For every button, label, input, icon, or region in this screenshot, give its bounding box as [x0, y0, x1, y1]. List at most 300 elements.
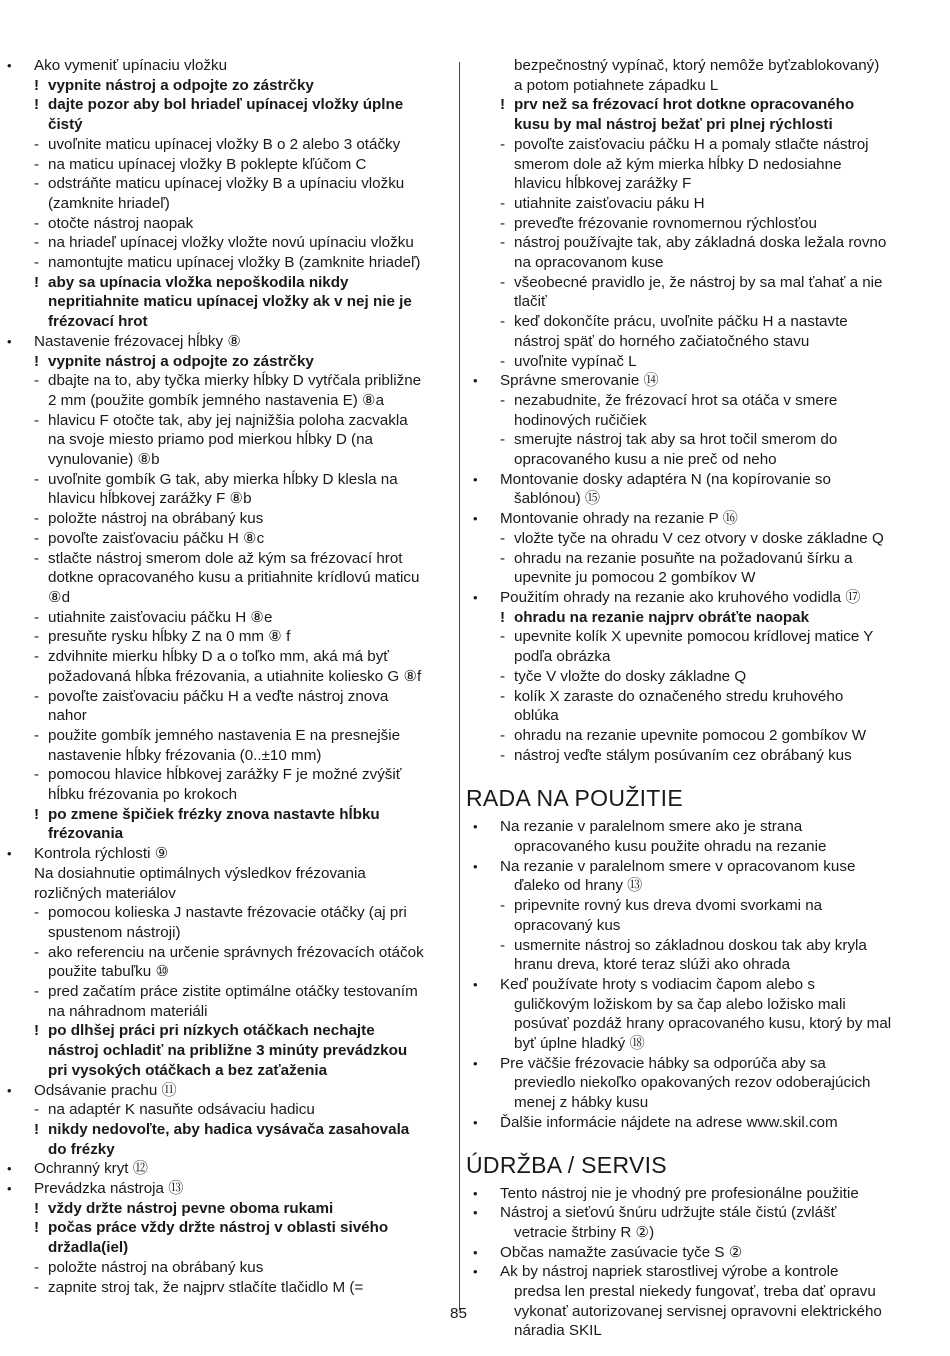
line-text: prv než sa frézovací hrot dotkne opracovaného	[514, 96, 855, 114]
line-text: Na rezanie v paralelnom smere v opracovanom kuse	[500, 857, 856, 875]
line-text: na maticu upínacej vložky B poklepte kľúčom C	[48, 155, 367, 173]
dash-item	[0, 529, 455, 549]
item-cont	[0, 746, 455, 766]
line-text: ohradu na rezanie najprv obráťte naopak	[514, 608, 810, 626]
line-text: tyče V vložte do dosky základne Q	[514, 667, 747, 685]
warning-line-cont	[0, 115, 455, 135]
line-text: nikdy nedovoľte, aby hadica vysávača zasahovala	[48, 1120, 410, 1138]
line-text: zdvihnite mierku hĺbky D a o toľko mm, aká má byť	[48, 648, 389, 666]
dash-item	[0, 1100, 455, 1120]
item-cont	[466, 489, 950, 509]
line-text: keď dokončíte prácu, uvoľnite páčku H a nastavte	[514, 313, 848, 331]
dash-marker: -	[500, 391, 506, 409]
item-cont	[0, 785, 455, 805]
section-heading-usage: RADA NA POUŽITIE	[466, 785, 683, 812]
line-text: utiahnite zaisťovaciu páčku H ⑧e	[48, 608, 273, 626]
dash-item	[466, 194, 950, 214]
line-text: nepritiahnite maticu upínacej vložky ak v nej nie je	[48, 293, 412, 311]
warning-line	[0, 95, 455, 115]
dash-item	[466, 529, 950, 549]
line-text: do frézky	[48, 1140, 115, 1158]
line-text: pred začatím práce zistite optimálne otáčky testovaním	[48, 983, 418, 1001]
section-heading-service: ÚDRŽBA / SERVIS	[466, 1151, 667, 1178]
warning-line	[466, 95, 950, 115]
dash-marker: -	[34, 648, 40, 666]
dash-marker: -	[34, 628, 40, 646]
line-text: ohradu na rezanie upevnite pomocou 2 gombíkov W	[514, 726, 867, 744]
line-text: odstráňte maticu upínacej vložky B a upínaciu vložku	[48, 175, 405, 193]
bullet-marker: •	[473, 589, 478, 605]
line-text: vetracie štrbiny R ②)	[514, 1223, 655, 1241]
item-cont	[466, 76, 950, 96]
item-cont	[466, 1034, 950, 1054]
dash-item	[0, 982, 455, 1002]
item-cont	[466, 955, 950, 975]
dash-marker: -	[34, 608, 40, 626]
bullet-item	[466, 1262, 950, 1282]
warning-line	[0, 1120, 455, 1140]
line-text: na svoje miesto priamo pod mierkou hĺbky D (na	[48, 431, 373, 449]
dash-marker: -	[34, 1101, 40, 1119]
dash-item	[0, 765, 455, 785]
dash-item	[466, 726, 950, 746]
line-text: Tento nástroj nie je vhodný pre profesionálne použitie	[500, 1184, 859, 1202]
bullet-item	[0, 332, 455, 352]
bullet-marker: •	[7, 1161, 12, 1177]
warning-line	[466, 608, 950, 628]
line-text: dajte pozor aby bol hriadeľ upínacej vložky úplne	[48, 96, 404, 114]
dash-marker: -	[34, 214, 40, 232]
dash-item	[466, 896, 950, 916]
item-cont	[466, 876, 950, 896]
line-text: pripevnite rovný kus dreva dvomi svorkami na	[514, 897, 823, 915]
dash-item	[466, 214, 950, 234]
line-text: Ak by nástroj napriek starostlivej výrobe a kontrole	[500, 1263, 839, 1281]
bullet-item	[466, 857, 950, 877]
dash-marker: -	[34, 175, 40, 193]
line-text: opracovaného kusu a nie preč od neho	[514, 451, 777, 469]
warning-line-cont	[0, 312, 455, 332]
line-text: predsa len prestal niekedy fungovať, treba dať opravu	[514, 1283, 876, 1301]
dash-item	[466, 746, 950, 766]
dash-marker: -	[500, 726, 506, 744]
bullet-marker: •	[473, 511, 478, 527]
dash-item	[0, 943, 455, 963]
warning-line	[0, 76, 455, 96]
line-text: tlačiť	[514, 293, 547, 311]
item-cont	[466, 1321, 950, 1341]
line-text: Kontrola rýchlosti ⑨	[34, 845, 169, 863]
dash-item	[0, 509, 455, 529]
dash-item	[0, 647, 455, 667]
warning-marker: !	[34, 1022, 40, 1040]
dash-marker: -	[34, 510, 40, 528]
item-cont	[466, 174, 950, 194]
line-text: položte nástroj na obrábaný kus	[48, 510, 264, 528]
line-text: Ako vymeniť upínaciu vložku	[34, 57, 228, 74]
line-text: šablónou) ⑮	[514, 490, 601, 508]
line-text: čistý	[48, 116, 83, 134]
page-number: 85	[450, 1305, 467, 1322]
line-text: náradia SKIL	[514, 1322, 602, 1340]
dash-marker: -	[500, 234, 506, 252]
warning-marker: !	[34, 1199, 40, 1217]
line-text: a potom potiahnete západku L	[514, 76, 719, 94]
item-cont	[466, 411, 950, 431]
line-text: dotkne opracovaného kusu a pritiahnite krídlovú maticu	[48, 569, 420, 587]
warning-line	[0, 805, 455, 825]
warning-line	[0, 273, 455, 293]
dash-marker: -	[34, 470, 40, 488]
line-text: po zmene špičiek frézky znova nastavte hĺbku	[48, 805, 380, 823]
left-column-text	[0, 56, 455, 1297]
line-text: uvoľnite vypínač L	[514, 352, 637, 370]
line-text: vypnite nástroj a odpojte zo zástrčky	[48, 76, 314, 94]
item-cont	[466, 56, 950, 76]
line-text: frézovací hrot	[48, 313, 148, 331]
dash-item	[0, 1258, 455, 1278]
bullet-marker: •	[7, 333, 12, 349]
dash-marker: -	[500, 667, 506, 685]
line-text: nástroj späť do horného začiatočného stavu	[514, 332, 810, 350]
line-text: ohradu na rezanie posuňte na požadovanú šírku a	[514, 549, 853, 567]
dash-marker: -	[500, 897, 506, 915]
line-text: držadla(iel)	[48, 1239, 129, 1257]
plain-line	[0, 864, 455, 884]
item-cont	[0, 568, 455, 588]
line-text: hodinových ručičiek	[514, 411, 647, 429]
line-text: po dlhšej práci pri nízkych otáčkach nechajte	[48, 1022, 375, 1040]
line-text: smerom dole až kým mierka hĺbky D nedosiahne	[514, 155, 842, 173]
line-text: namontujte maticu upínacej vložky B (zamknite hriadeľ)	[48, 254, 421, 272]
item-cont	[466, 568, 950, 588]
line-text: rozličných materiálov	[34, 884, 176, 902]
line-text: nastavenie hĺbky frézovania (0..±10 mm)	[48, 746, 322, 764]
warning-line-cont	[0, 1140, 455, 1160]
line-text: povoľte zaisťovaciu páčku H a pomaly stlačte nástroj	[514, 135, 869, 153]
dash-item	[0, 687, 455, 707]
warning-line-cont	[0, 1041, 455, 1061]
line-text: byť úplne hladký ⑱	[514, 1035, 645, 1053]
bullet-marker: •	[7, 1082, 12, 1098]
dash-marker: -	[34, 411, 40, 429]
line-text: použite gombík jemného nastavenia E na presnejšie	[48, 726, 401, 744]
dash-item	[0, 135, 455, 155]
dash-marker: -	[34, 254, 40, 272]
line-text: použite tabuľku ⑩	[48, 963, 170, 981]
dash-item	[466, 391, 950, 411]
dash-marker: -	[500, 746, 506, 764]
item-cont	[466, 1073, 950, 1093]
line-text: na adaptér K nasuňte odsávaciu hadicu	[48, 1101, 315, 1119]
line-text: položte nástroj na obrábaný kus	[48, 1258, 264, 1276]
bullet-item	[466, 1054, 950, 1074]
dash-marker: -	[34, 1258, 40, 1276]
dash-item	[0, 155, 455, 175]
line-text: guličkovým ložiskom by sa čap alebo ložisko mali	[514, 995, 846, 1013]
bullet-marker: •	[473, 373, 478, 389]
line-text: usmernite nástroj so základnou doskou tak aby kryla	[514, 936, 867, 954]
bullet-marker: •	[473, 819, 478, 835]
line-text: na hriadeľ upínacej vložky vložte novú upínaciu vložku	[48, 234, 414, 252]
dash-marker: -	[34, 726, 40, 744]
dash-marker: -	[34, 155, 40, 173]
line-text: 2 mm (použite gombík jemného nastavenia E) ⑧a	[48, 391, 385, 409]
usage-section-text	[466, 817, 950, 1132]
line-text: hlavicu hĺbkovej zarážky F	[514, 175, 692, 193]
item-cont	[0, 450, 455, 470]
item-cont	[466, 1093, 950, 1113]
line-text: smerujte nástroj tak aby sa hrot točil smerom do	[514, 431, 838, 449]
item-cont	[0, 667, 455, 687]
warning-line-cont	[0, 292, 455, 312]
dash-item	[466, 936, 950, 956]
dash-marker: -	[500, 628, 506, 646]
line-text: Nastavenie frézovacej hĺbky ⑧	[34, 332, 241, 350]
warning-line	[0, 1199, 455, 1219]
line-text: na náhradnom materiáli	[48, 1002, 208, 1020]
line-text: vždy držte nástroj pevne oboma rukami	[48, 1199, 334, 1217]
bullet-marker: •	[473, 1114, 478, 1130]
line-text: ⑧d	[48, 588, 71, 606]
dash-item	[466, 273, 950, 293]
line-text: kusu by mal nástroj bežať pri plnej rýchlosti	[514, 116, 833, 134]
line-text: pomocou kolieska J nastavte frézovacie otáčky (aj pri	[48, 904, 407, 922]
dash-item	[0, 549, 455, 569]
warning-line-cont	[0, 824, 455, 844]
item-cont	[0, 1002, 455, 1022]
item-cont	[0, 194, 455, 214]
line-text: nezabudnite, že frézovací hrot sa otáča v smere	[514, 391, 838, 409]
dash-item	[0, 726, 455, 746]
dash-marker: -	[500, 936, 506, 954]
line-text: ako referenciu na určenie správnych frézovacích otáčok	[48, 943, 424, 961]
dash-marker: -	[500, 529, 506, 547]
line-text: Správne smerovanie ⑭	[500, 372, 659, 390]
item-cont	[0, 706, 455, 726]
dash-marker: -	[500, 273, 506, 291]
line-text: bezpečnostný vypínač, ktorý nemôže byťzablokovaný)	[514, 57, 880, 74]
line-text: zapnite stroj tak, že najprv stlačíte tlačidlo M (=	[48, 1278, 364, 1296]
line-text: opracovaného kusu použite ohradu na rezanie	[514, 838, 827, 856]
item-cont	[466, 706, 950, 726]
warning-line-cont	[0, 1061, 455, 1081]
dash-item	[0, 174, 455, 194]
item-cont	[466, 1223, 950, 1243]
bullet-marker: •	[7, 846, 12, 862]
item-cont	[0, 923, 455, 943]
bullet-marker: •	[473, 976, 478, 992]
line-text: Odsávanie prachu ⑪	[34, 1081, 177, 1099]
line-text: Keď používate hroty s vodiacim čapom alebo s	[500, 975, 815, 993]
dash-marker: -	[34, 372, 40, 390]
item-cont	[466, 292, 950, 312]
bullet-marker: •	[473, 1055, 478, 1071]
item-cont	[0, 430, 455, 450]
line-text: presuňte rysku hĺbky Z na 0 mm ⑧ f	[48, 628, 291, 646]
dash-item	[466, 549, 950, 569]
warning-marker: !	[34, 352, 40, 370]
bullet-item	[466, 1113, 950, 1133]
dash-marker: -	[34, 549, 40, 567]
warning-marker: !	[34, 76, 40, 94]
bullet-item	[466, 371, 950, 391]
bullet-item	[466, 975, 950, 995]
warning-line-cont	[466, 115, 950, 135]
line-text: povoľte zaisťovaciu páčku H a veďte nástroj znova	[48, 687, 389, 705]
plain-line	[0, 884, 455, 904]
dash-marker: -	[500, 194, 506, 212]
dash-item	[466, 627, 950, 647]
bullet-item	[0, 56, 455, 76]
item-cont	[0, 489, 455, 509]
warning-marker: !	[34, 1219, 40, 1237]
item-cont	[0, 962, 455, 982]
bullet-item	[466, 1203, 950, 1223]
item-cont	[466, 450, 950, 470]
line-text: aby sa upínacia vložka nepoškodila nikdy	[48, 273, 349, 291]
bullet-item	[466, 1184, 950, 1204]
dash-item	[466, 135, 950, 155]
line-text: frézovania	[48, 825, 124, 843]
right-column-text	[466, 56, 950, 765]
line-text: posúvať pozdáž hrany opracovaného kusu, ktorý by mal	[514, 1015, 892, 1033]
line-text: hlavicu F otočte tak, aby jej najnižšia poloha zacvakla	[48, 411, 408, 429]
dash-item	[0, 371, 455, 391]
item-cont	[466, 253, 950, 273]
item-cont	[466, 837, 950, 857]
dash-marker: -	[34, 904, 40, 922]
bullet-item	[0, 1179, 455, 1199]
left-column	[0, 56, 455, 1297]
item-cont	[466, 916, 950, 936]
line-text: počas práce vždy držte nástroj v oblasti sivého	[48, 1219, 389, 1237]
dash-marker: -	[34, 135, 40, 153]
line-text: Montovanie dosky adaptéra N (na kopírovanie so	[500, 470, 831, 488]
dash-item	[0, 470, 455, 490]
bullet-item	[0, 1081, 455, 1101]
line-text: vložte tyče na ohradu V cez otvory v doske základne Q	[514, 529, 884, 547]
dash-marker: -	[500, 214, 506, 232]
bullet-item	[0, 1159, 455, 1179]
dash-item	[466, 430, 950, 450]
bullet-item	[466, 509, 950, 529]
item-cont	[466, 1282, 950, 1302]
line-text: pri vysokých otáčkach a bez zaťaženia	[48, 1061, 328, 1079]
bullet-marker: •	[7, 58, 12, 73]
bullet-marker: •	[473, 858, 478, 874]
line-text: Montovanie ohrady na rezanie P ⑯	[500, 510, 738, 528]
line-text: Prevádzka nástroja ⑬	[34, 1180, 184, 1198]
line-text: požadovaná hĺbka frézovania, a utiahnite koliesko G ⑧f	[48, 667, 422, 685]
line-text: utiahnite zaisťovaciu páku H	[514, 194, 705, 212]
dash-item	[0, 903, 455, 923]
bullet-marker: •	[473, 1205, 478, 1221]
line-text: dbajte na to, aby tyčka mierky hĺbky D vytŕčala približne	[48, 372, 422, 390]
bullet-marker: •	[473, 1264, 478, 1280]
dash-item	[466, 233, 950, 253]
column-divider	[459, 62, 460, 1310]
line-text: Občas namažte zasúvacie tyče S ②	[500, 1243, 743, 1261]
line-text: preveďte frézovanie rovnomernou rýchlosťou	[514, 214, 817, 232]
line-text: upevnite ju pomocou 2 gombíkov W	[514, 569, 756, 587]
warning-marker: !	[34, 273, 40, 291]
dash-item	[466, 667, 950, 687]
line-text: oblúka	[514, 707, 559, 725]
bullet-item	[466, 470, 950, 490]
line-text: uvoľnite maticu upínacej vložky B o 2 alebo 3 otáčky	[48, 135, 401, 153]
dash-item	[466, 352, 950, 372]
item-cont	[466, 995, 950, 1015]
item-cont	[0, 588, 455, 608]
item-cont	[466, 332, 950, 352]
warning-marker: !	[500, 608, 506, 626]
item-cont	[0, 391, 455, 411]
dash-marker: -	[500, 352, 506, 370]
dash-marker: -	[500, 687, 506, 705]
dash-item	[466, 687, 950, 707]
dash-marker: -	[34, 943, 40, 961]
warning-marker: !	[34, 96, 40, 114]
bullet-marker: •	[473, 1185, 478, 1201]
line-text: menej z hábky kusu	[514, 1094, 649, 1112]
dash-item	[466, 312, 950, 332]
dash-marker: -	[34, 687, 40, 705]
dash-item	[0, 233, 455, 253]
bullet-marker: •	[473, 1244, 478, 1260]
dash-marker: -	[34, 529, 40, 547]
dash-marker: -	[500, 549, 506, 567]
dash-item	[0, 608, 455, 628]
line-text: kolík X zaraste do označeného stredu kruhového	[514, 687, 844, 705]
warning-line	[0, 1218, 455, 1238]
dash-item	[0, 253, 455, 273]
bullet-item	[0, 844, 455, 864]
line-text: Na dosiahnutie optimálnych výsledkov frézovania	[34, 864, 366, 882]
line-text: vykonať autorizovanej servisnej opravovni elektrického	[514, 1302, 882, 1320]
dash-marker: -	[34, 1278, 40, 1296]
line-text: upevnite kolík X upevnite pomocou krídlovej matice Y	[514, 628, 874, 646]
right-column	[466, 56, 950, 1341]
line-text: Ochranný kryt ⑫	[34, 1160, 148, 1178]
line-text: previedlo niekoľko opakovaných rezov odoberajúcich	[514, 1074, 871, 1092]
line-text: vynulovanie) ⑧b	[48, 451, 160, 469]
line-text: uvoľnite gombík G tak, aby mierka hĺbky D klesla na	[48, 470, 398, 488]
item-cont	[466, 647, 950, 667]
bullet-marker: •	[7, 1181, 12, 1197]
line-text: Ďalšie informácie nájdete na adrese www.skil.com	[500, 1113, 838, 1131]
warning-marker: !	[34, 1120, 40, 1138]
bullet-item	[466, 817, 950, 837]
dash-marker: -	[34, 983, 40, 1001]
line-text: hĺbku frézovania po krokoch	[48, 786, 238, 804]
line-text: ďaleko od hrany ⑬	[514, 877, 643, 895]
line-text: hlavicu hĺbkovej zarážky F ⑧b	[48, 490, 252, 508]
warning-line	[0, 1021, 455, 1041]
line-text: Na rezanie v paralelnom smere ako je strana	[500, 818, 803, 836]
line-text: Pre väčšie frézovacie hábky sa odporúča aby sa	[500, 1054, 826, 1072]
line-text: nástroj používajte tak, aby základná doska ležala rovno	[514, 234, 887, 252]
item-cont	[466, 1014, 950, 1034]
warning-marker: !	[500, 96, 506, 114]
warning-marker: !	[34, 805, 40, 823]
bullet-item	[466, 1243, 950, 1263]
line-text: na opracovanom kuse	[514, 254, 664, 272]
line-text: pomocou hlavice hĺbkovej zarážky F je možné zvýšiť	[48, 766, 402, 784]
line-text: nahor	[48, 707, 87, 725]
warning-line-cont	[0, 1238, 455, 1258]
bullet-item	[466, 588, 950, 608]
